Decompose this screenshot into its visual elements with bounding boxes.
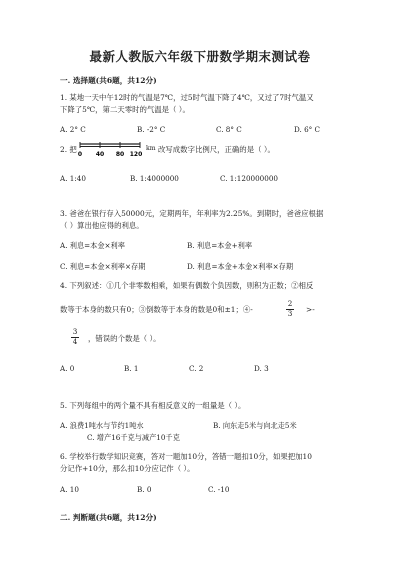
option-c[interactable]: C. 利息=本金×利率×存期 [60,262,146,271]
scale-unit: km [146,145,156,152]
question-text: （ ）算出他应得的利息。 [60,221,144,230]
question-text: 数等于本身的数只有0；③倒数等于本身的数是0和±1；④- [60,305,253,314]
question-text: 改写成数字比例尺，正确的是（ ）。 [158,145,275,154]
option-a[interactable]: A. 浪费1吨水与节约1吨水 [60,421,144,430]
question-text: 1. 某地一天中午12时的气温是7℃，过5时气温下降了4℃，又过了7时气温又 [60,93,314,102]
fraction-denominator: 4 [72,337,78,346]
scale-tick-label: 0 [78,151,83,158]
fraction-three-quarters [71,328,79,346]
fraction-two-thirds [286,300,294,318]
fraction-denominator: 3 [287,309,293,318]
option-a[interactable]: A. 利息=本金×利率 [60,241,125,250]
option-d[interactable]: D. 3 [254,364,269,373]
option-b[interactable]: B. 1:4000000 [130,174,179,183]
question-text: 3. 爸爸在银行存入50000元，定期两年，年利率为2.25%。到期时，爸爸应根据 [60,209,324,218]
section-heading-choice: 一. 选择题(共6题，共12分) [60,76,157,85]
option-b[interactable]: B. 0 [137,485,152,494]
fraction-numerator: 3 [72,327,78,336]
question-text: 下降了5℃，第二天零时的气温是（ ）。 [60,105,190,114]
scale-tick-label: 80 [115,151,125,158]
option-c[interactable]: C. 增产16千克与减产10千克 [87,433,180,442]
question-text: 分记作+10分，那么扣10分应记作（ ）。 [60,464,195,473]
scale-tick-label: 40 [95,151,105,158]
option-a[interactable]: A. 2° C [60,125,86,134]
option-c[interactable]: C. 8° C [216,125,242,134]
option-c[interactable]: C. 2 [189,364,204,373]
line-scale-figure [78,140,144,158]
option-b[interactable]: B. 利息=本金+利率 [187,241,253,250]
option-b[interactable]: B. 向东走5米与向北走5米 [213,421,297,430]
page-title: 最新人教版六年级下册数学期末测试卷 [89,49,311,64]
question-text: 5. 下列每组中的两个量不具有相反意义的一组量是（ ）。 [60,401,246,410]
question-text: 4. 下列叙述：①几个非零数相乘，如果有偶数个负因数，则积为正数；②相反 [60,281,314,290]
option-d[interactable]: D. 6° C [294,125,321,134]
fraction-numerator: 2 [287,299,293,308]
option-b[interactable]: B. -2° C [137,125,166,134]
option-a[interactable]: A. 1:40 [60,174,86,183]
option-a[interactable]: A. 0 [60,364,75,373]
question-text: 6. 学校举行数学知识竞赛，答对一题加10分，答错一题扣10分，如果把加10 [60,452,312,461]
option-a[interactable]: A. 10 [60,485,79,494]
scale-tick-label: 120 [129,151,143,158]
option-d[interactable]: D. 利息=本金+本金×利率×存期 [187,262,294,271]
question-text: ，错误的个数是（ ）。 [88,334,161,343]
comparison-sign: >- [306,305,315,314]
option-c[interactable]: C. -10 [208,485,230,494]
section-heading-judgment: 二. 判断题(共6题，共12分) [60,513,157,522]
option-b[interactable]: B. 1 [124,364,139,373]
question-text: 2. 把 [60,145,77,154]
option-c[interactable]: C. 1:120000000 [220,174,278,183]
